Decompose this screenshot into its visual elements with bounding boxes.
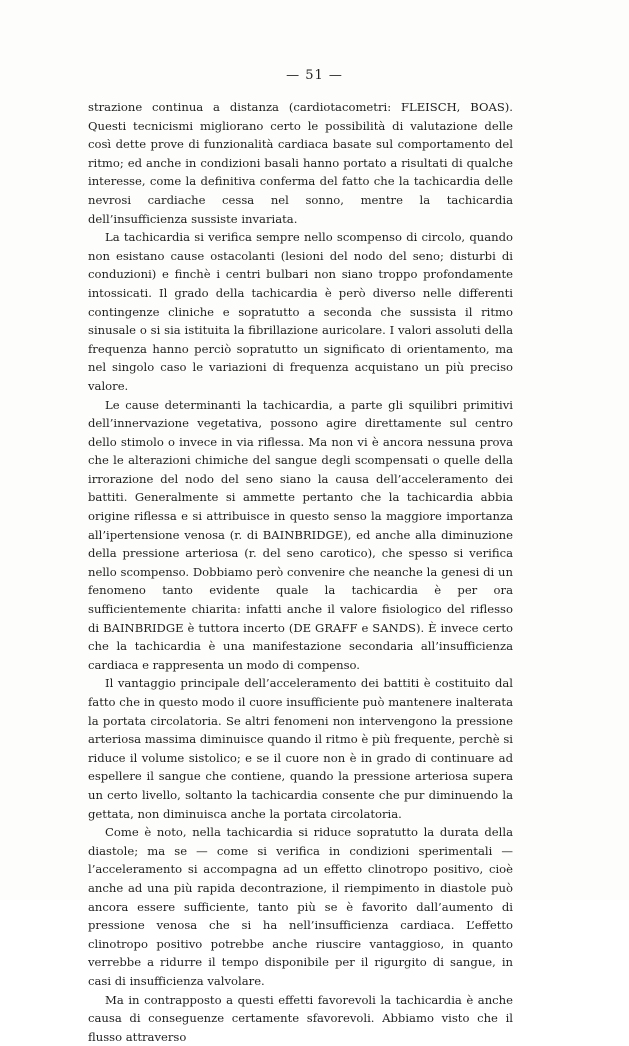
- paragraph-2: La tachicardia si verifica sempre nello scompenso di circolo, quando non esistano cause ostacolanti (lesioni del nodo del seno; disturbi di conduzioni) e finchè i centri bulbari non siano troppo profondamente intossicati. Il grado della tachicardia è però diverso nelle differenti contingenze cliniche e sopratutto a seconda che sussista il ritmo sinusale o si sia istituita la fibrillazione auricolare. I valori assoluti della frequenza hanno perciò sopratutto un significato di orientamento, ma nel singolo caso le variazioni di frequenza acquistano un più preciso valore.: [88, 228, 513, 395]
- paragraph-3: Le cause determinanti la tachicardia, a parte gli squilibri primitivi dell’innervazione vegetativa, possono agire direttamente sul centro dello stimolo o invece in via riflessa. Ma non vi è ancora nessuna prova che le alterazioni chimiche del sangue degli scompensati o quelle della irrorazione del nodo del seno siano la causa dell’acceleramento dei battiti. Generalmente si ammette pertanto che la tachicardia abbia origine riflessa e si attribuisce in questo senso la maggiore importanza all’ipertensione venosa (r. di BAINBRIDGE), ed anche alla diminuzione della pressione arteriosa (r. del seno carotico), che spesso si verifica nello scompenso. Dobbiamo però convenire che neanche la genesi di un fenomeno tanto evidente quale la tachicardia è per ora sufficientemente chiarita: infatti anche il valore fisiologico del riflesso di BAINBRIDGE è tuttora incerto (DE GRAFF e SANDS). È invece certo che la tachicardia è una manifestazione secondaria all’insufficienza cardiaca e rappresenta un modo di compenso.: [88, 396, 513, 675]
- paragraph-6: Ma in contrapposto a questi effetti favorevoli la tachicardia è anche causa di conseguenze certamente sfavorevoli. Abbiamo visto che il flusso attraverso: [88, 991, 513, 1046]
- paragraph-4: Il vantaggio principale dell’acceleramento dei battiti è costituito dal fatto che in questo modo il cuore insufficiente può mantenere inalterata la portata circolatoria. Se altri fenomeni non intervengono la pressione arteriosa massima diminuisce quando il ritmo è più frequente, perchè si riduce il volume sistolico; e se il cuore non è in grado di continuare ad espellere il sangue che contiene, quando la pressione arteriosa supera un certo livello, soltanto la tachicardia consente che pur diminuendo la gettata, non diminuisca anche la portata circolatoria.: [88, 674, 513, 823]
- paragraph-5: Come è noto, nella tachicardia si riduce sopratutto la durata della diastole; ma se — come si verifica in condizioni sperimentali — l’acceleramento si accompagna ad un effetto clinotropo positivo, cioè anche ad una più rapida decontrazione, il riempimento in diastole può ancora essere sufficiente, tanto più se è favorito dall’aumento di pressione venosa che si ha nell’insufficienza cardiaca. L’effetto clinotropo positivo potrebbe anche riuscire vantaggioso, in quanto verrebbe a ridurre il tempo disponibile per il rigurgito di sangue, in casi di insufficienza valvolare.: [88, 823, 513, 990]
- paragraph-1: strazione continua a distanza (cardiotacometri: FLEISCH, BOAS). Questi tecnicismi migliorano certo le possibilità di valutazione delle così dette prove di funzionalità cardiaca basate sul comportamento del ritmo; ed anche in condizioni basali hanno portato a risultati di qualche interesse, come la definitiva conferma del fatto che la tachicardia delle nevrosi cardiache cessa nel sonno, mentre la tachicardia dell’insufficienza sussiste invariata.: [88, 98, 513, 228]
- body-text: [88, 98, 513, 1046]
- page-number: — 51 —: [0, 68, 629, 83]
